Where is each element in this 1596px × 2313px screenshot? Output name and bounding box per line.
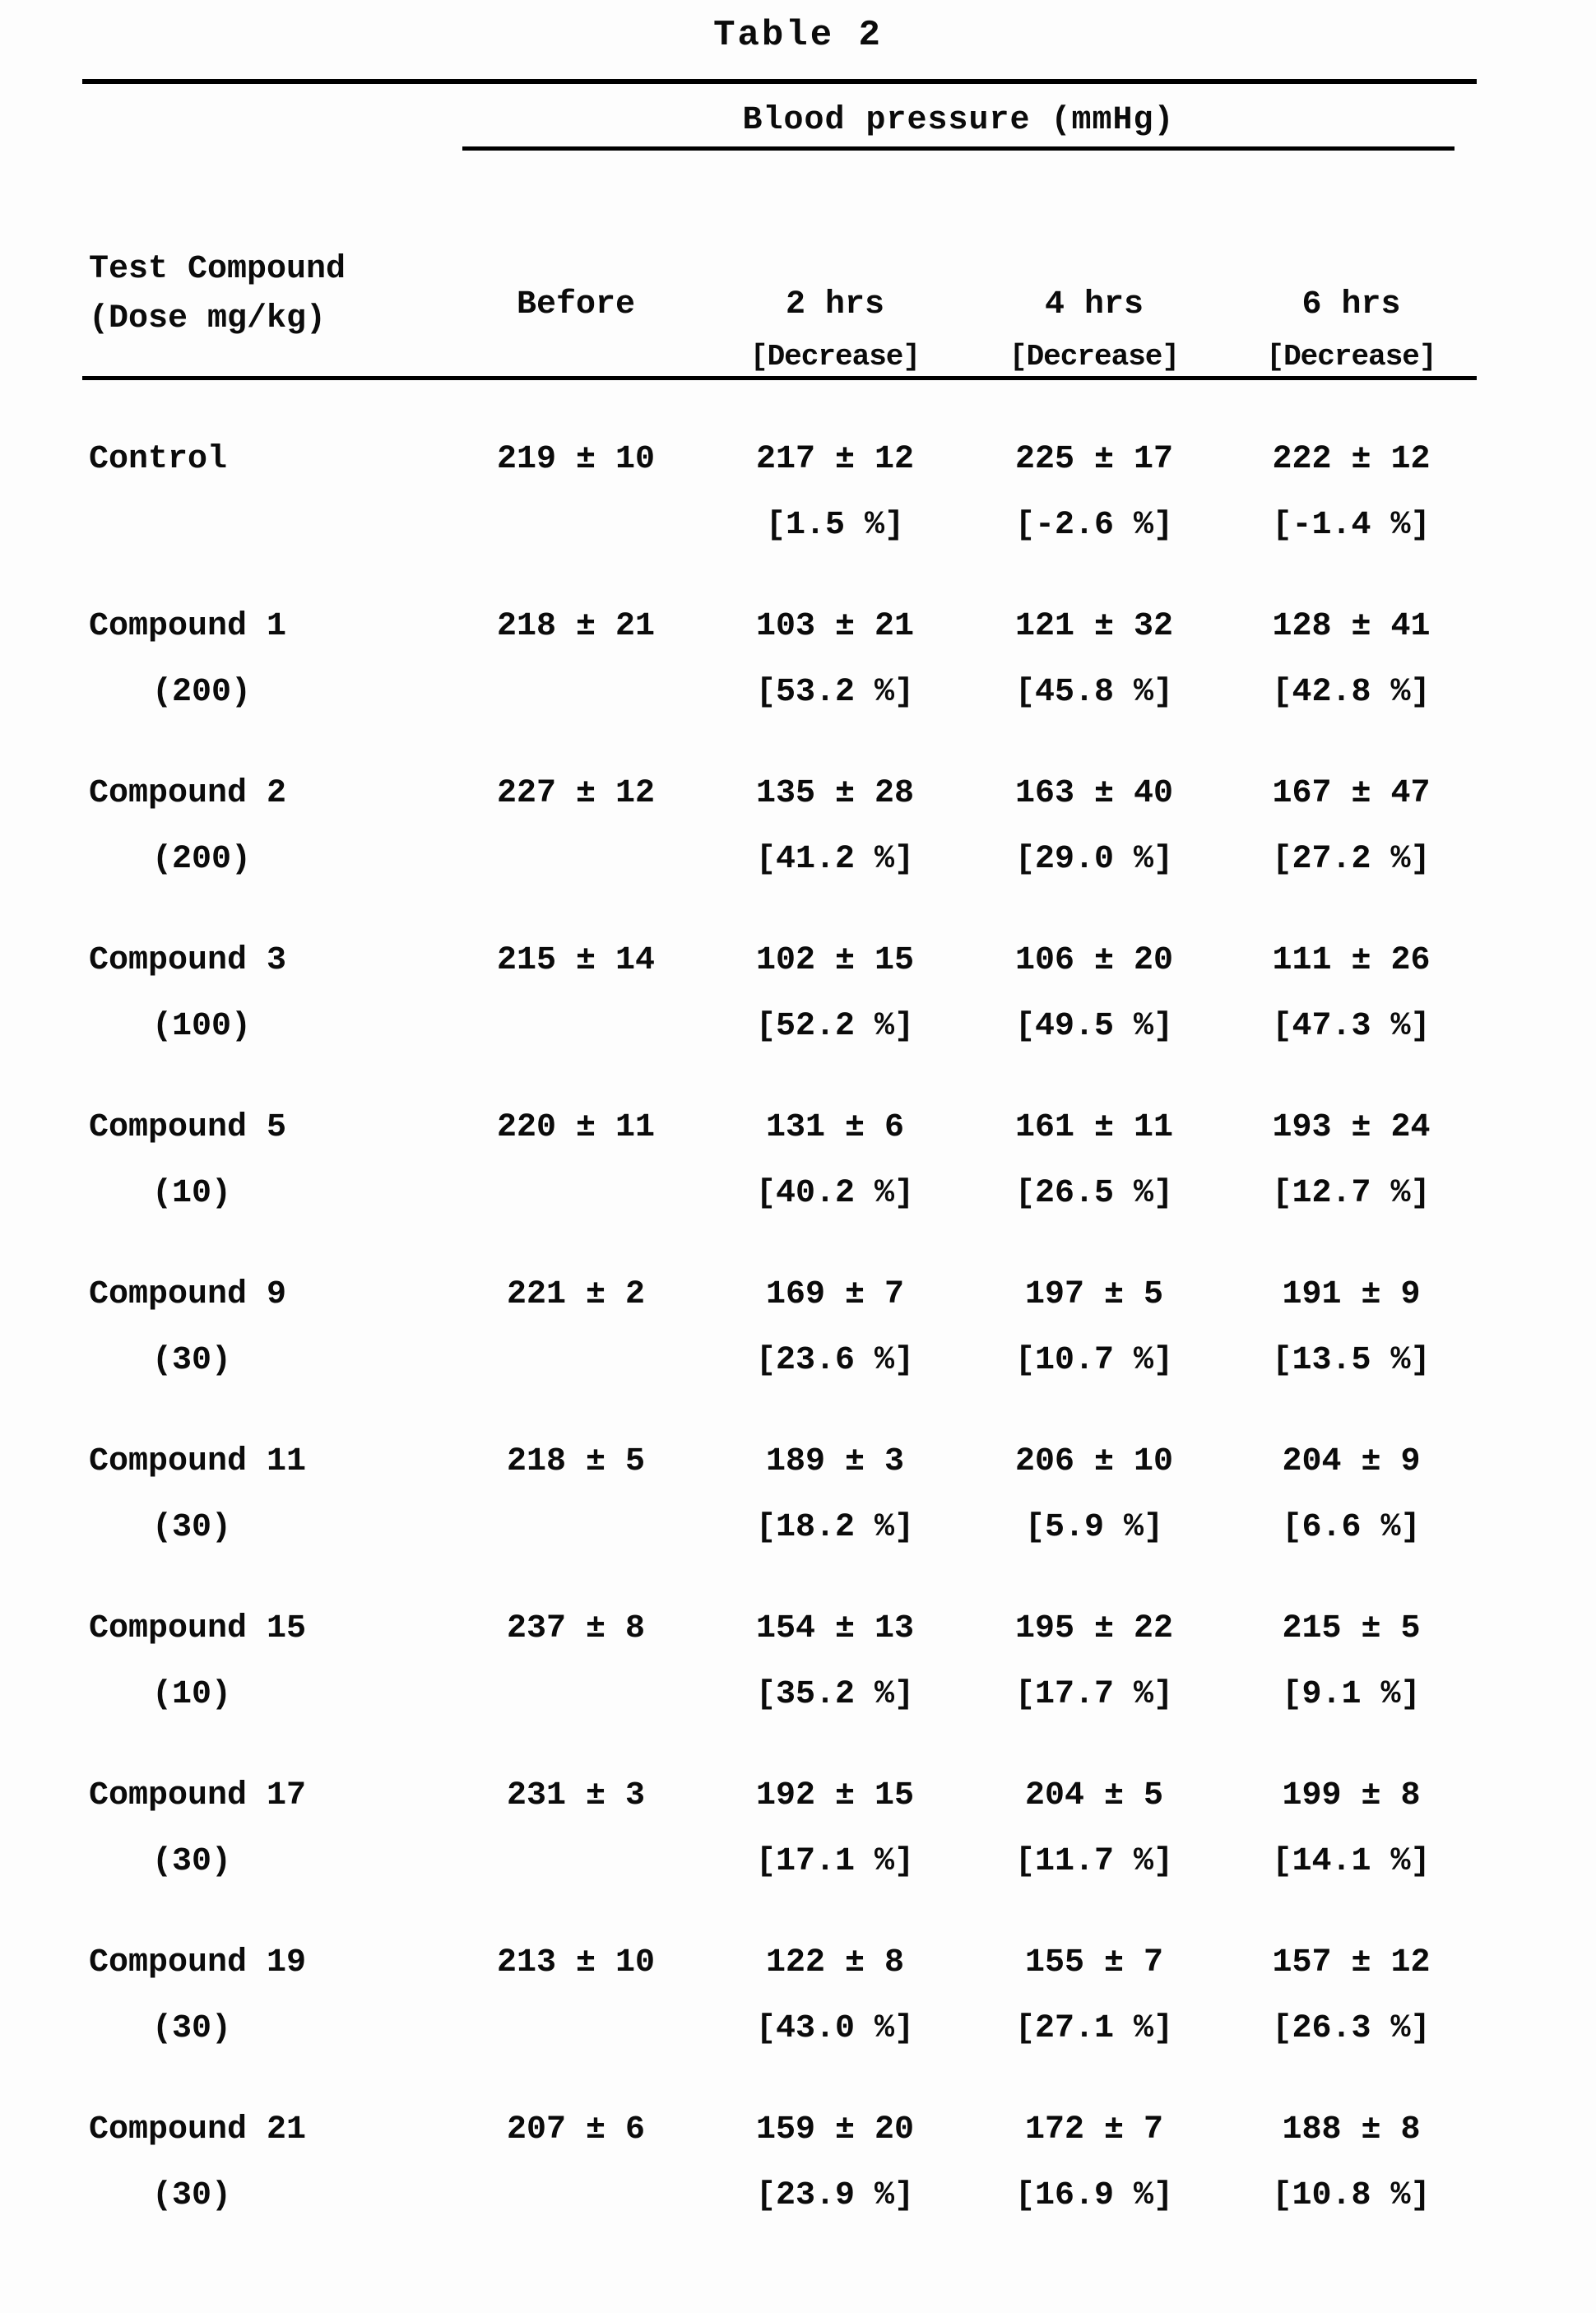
before-value: 221 ± 2	[506, 1276, 646, 1313]
4hrs-decrease: [29.0 %]	[1014, 841, 1174, 878]
2hrs-value: 217 ± 12	[755, 441, 915, 478]
6hrs-decrease: [47.3 %]	[1272, 1008, 1431, 1045]
4hrs-cell	[963, 1944, 1226, 2111]
table-row	[82, 1944, 1477, 2111]
2hrs-cell	[708, 1442, 963, 1609]
table-body	[82, 440, 1477, 2278]
4hrs-decrease: [16.9 %]	[1014, 2177, 1174, 2214]
4hrs-value: 121 ± 32	[1014, 608, 1174, 645]
compound-name: Compound 21	[89, 2111, 307, 2148]
column-header-before	[444, 286, 708, 323]
2hrs-decrease: [1.5 %]	[765, 507, 905, 544]
2hrs-value: 122 ± 8	[765, 1944, 905, 1981]
6hrs-cell	[1226, 1275, 1477, 1442]
6hrs-decrease: [42.8 %]	[1272, 674, 1431, 711]
before-value: 231 ± 3	[506, 1777, 646, 1814]
2hrs-value: 192 ± 15	[755, 1777, 915, 1814]
table-row	[82, 440, 1477, 607]
2hrs-value: 131 ± 6	[765, 1109, 905, 1146]
before-value: 237 ± 8	[506, 1610, 646, 1647]
4hrs-decrease-label: [Decrease]	[1009, 340, 1180, 374]
table-row	[82, 1275, 1477, 1442]
2hrs-value: 169 ± 7	[765, 1276, 905, 1313]
4hrs-value: 172 ± 7	[1024, 2111, 1164, 2148]
compound-cell	[82, 1944, 444, 2111]
2hrs-value: 103 ± 21	[755, 608, 915, 645]
4hrs-decrease: [5.9 %]	[1024, 1509, 1164, 1546]
6hrs-decrease: [13.5 %]	[1272, 1342, 1431, 1379]
table-header	[82, 84, 1477, 380]
compound-name: Compound 17	[89, 1777, 307, 1814]
compound-cell	[82, 440, 444, 607]
2hrs-decrease: [35.2 %]	[755, 1676, 915, 1713]
compound-cell	[82, 607, 444, 774]
compound-name: Control	[89, 441, 228, 478]
2hrs-cell	[708, 1609, 963, 1777]
6hrs-decrease: [6.6 %]	[1282, 1509, 1421, 1546]
compound-cell	[82, 1609, 444, 1777]
2hrs-value: 135 ± 28	[755, 775, 915, 812]
before-value: 218 ± 5	[506, 1443, 646, 1480]
6hrs-decrease: [14.1 %]	[1272, 1843, 1431, 1880]
2hrs-cell	[708, 941, 963, 1108]
before-cell	[444, 1108, 708, 1275]
6hrs-decrease: [9.1 %]	[1282, 1676, 1421, 1713]
6hrs-cell	[1226, 941, 1477, 1108]
before-cell	[444, 607, 708, 774]
6hrs-decrease: [-1.4 %]	[1272, 507, 1431, 544]
compound-cell	[82, 1442, 444, 1609]
before-value: 213 ± 10	[496, 1944, 656, 1981]
before-value: 227 ± 12	[496, 775, 656, 812]
4hrs-value: 204 ± 5	[1024, 1777, 1164, 1814]
2hrs-value: 159 ± 20	[755, 2111, 915, 2148]
compound-dose: (200)	[152, 674, 252, 711]
6hrs-cell	[1226, 1944, 1477, 2111]
2hrs-decrease: [23.9 %]	[755, 2177, 915, 2214]
compound-cell	[82, 1275, 444, 1442]
column-header-6hrs	[1226, 286, 1477, 374]
2hrs-decrease: [53.2 %]	[755, 674, 915, 711]
4hrs-decrease: [27.1 %]	[1014, 2010, 1174, 2047]
compound-dose: (30)	[152, 1509, 232, 1546]
6hrs-decrease: [10.8 %]	[1272, 2177, 1431, 2214]
before-cell	[444, 1609, 708, 1777]
6hrs-value: 193 ± 24	[1272, 1109, 1431, 1146]
compound-dose: (200)	[152, 841, 252, 878]
compound-cell	[82, 1777, 444, 1944]
compound-dose: (30)	[152, 2177, 232, 2214]
compound-name: Compound 19	[89, 1944, 307, 1981]
before-cell	[444, 440, 708, 607]
4hrs-value: 197 ± 5	[1024, 1276, 1164, 1313]
6hrs-decrease-label: [Decrease]	[1266, 340, 1436, 374]
6hrs-cell	[1226, 1609, 1477, 1777]
compound-name: Compound 15	[89, 1610, 307, 1647]
4hrs-value: 163 ± 40	[1014, 775, 1174, 812]
4hrs-cell	[963, 2111, 1226, 2278]
6hrs-cell	[1226, 440, 1477, 607]
table-row	[82, 1442, 1477, 1609]
compound-dose: (100)	[152, 1008, 252, 1045]
2hrs-cell	[708, 1944, 963, 2111]
table-row	[82, 1777, 1477, 1944]
2hrs-decrease: [17.1 %]	[755, 1843, 915, 1880]
4hrs-value: 195 ± 22	[1014, 1610, 1174, 1647]
before-value: 215 ± 14	[496, 942, 656, 979]
4hrs-decrease: [17.7 %]	[1014, 1676, 1174, 1713]
2hrs-cell	[708, 1275, 963, 1442]
compound-cell	[82, 1108, 444, 1275]
2hrs-cell	[708, 440, 963, 607]
6hrs-value: 157 ± 12	[1272, 1944, 1431, 1981]
4hrs-cell	[963, 774, 1226, 941]
4hrs-cell	[963, 440, 1226, 607]
compound-name: Compound 9	[89, 1276, 287, 1313]
2hrs-decrease: [18.2 %]	[755, 1509, 915, 1546]
6hrs-value: 222 ± 12	[1272, 441, 1431, 478]
table-title: Table 2	[713, 15, 883, 56]
6hrs-value: 204 ± 9	[1282, 1443, 1421, 1480]
6hrs-value: 188 ± 8	[1282, 2111, 1421, 2148]
6hrs-cell	[1226, 1442, 1477, 1609]
6hrs-value: 128 ± 41	[1272, 608, 1431, 645]
4hrs-cell	[963, 1609, 1226, 1777]
4hrs-value: 106 ± 20	[1014, 942, 1174, 979]
compound-name: Compound 3	[89, 942, 287, 979]
4hrs-decrease: [26.5 %]	[1014, 1175, 1174, 1212]
table-row	[82, 1108, 1477, 1275]
2hrs-value: 102 ± 15	[755, 942, 915, 979]
6hrs-cell	[1226, 607, 1477, 774]
4hrs-decrease: [11.7 %]	[1014, 1843, 1174, 1880]
4hrs-label: 4 hrs	[1044, 286, 1144, 323]
compound-name: Compound 11	[89, 1443, 307, 1480]
6hrs-label: 6 hrs	[1301, 286, 1401, 323]
2hrs-value: 154 ± 13	[755, 1610, 915, 1647]
4hrs-cell	[963, 1275, 1226, 1442]
6hrs-cell	[1226, 1108, 1477, 1275]
6hrs-cell	[1226, 1777, 1477, 1944]
table-row	[82, 607, 1477, 774]
compound-name: Compound 2	[89, 775, 287, 812]
6hrs-value: 167 ± 47	[1272, 775, 1431, 812]
compound-dose: (30)	[152, 1342, 232, 1379]
compound-cell	[82, 774, 444, 941]
4hrs-value: 206 ± 10	[1014, 1443, 1174, 1480]
4hrs-decrease: [10.7 %]	[1014, 1342, 1174, 1379]
before-value: 219 ± 10	[496, 441, 656, 478]
2hrs-cell	[708, 1108, 963, 1275]
data-table	[82, 79, 1477, 2278]
4hrs-value: 155 ± 7	[1024, 1944, 1164, 1981]
6hrs-decrease: [27.2 %]	[1272, 841, 1431, 878]
2hrs-cell	[708, 774, 963, 941]
4hrs-decrease: [-2.6 %]	[1014, 507, 1174, 544]
2hrs-decrease: [41.2 %]	[755, 841, 915, 878]
2hrs-decrease: [23.6 %]	[755, 1342, 915, 1379]
2hrs-decrease: [52.2 %]	[755, 1008, 915, 1045]
header-bottom-rule-divider	[82, 376, 1477, 380]
column-header-4hrs	[963, 286, 1226, 374]
test-compound-label: Test Compound	[89, 251, 346, 288]
4hrs-value: 161 ± 11	[1014, 1109, 1174, 1146]
before-cell	[444, 1275, 708, 1442]
2hrs-decrease: [43.0 %]	[755, 2010, 915, 2047]
table-row	[82, 941, 1477, 1108]
compound-name: Compound 5	[89, 1109, 287, 1146]
table-row	[82, 774, 1477, 941]
4hrs-cell	[963, 607, 1226, 774]
4hrs-cell	[963, 1442, 1226, 1609]
4hrs-cell	[963, 941, 1226, 1108]
group-header-rule-divider	[462, 146, 1454, 151]
before-cell	[444, 1777, 708, 1944]
compound-name: Compound 1	[89, 608, 287, 645]
group-header-blood-pressure: Blood pressure (mmHg)	[742, 102, 1175, 139]
before-value: 220 ± 11	[496, 1109, 656, 1146]
4hrs-decrease: [45.8 %]	[1014, 674, 1174, 711]
2hrs-label: 2 hrs	[785, 286, 885, 323]
before-cell	[444, 2111, 708, 2278]
before-value: 218 ± 21	[496, 608, 656, 645]
compound-dose: (30)	[152, 2010, 232, 2047]
table-row	[82, 2111, 1477, 2278]
6hrs-value: 191 ± 9	[1282, 1276, 1421, 1313]
before-value: 207 ± 6	[506, 2111, 646, 2148]
4hrs-decrease: [49.5 %]	[1014, 1008, 1174, 1045]
6hrs-cell	[1226, 774, 1477, 941]
table-row	[82, 1609, 1477, 1777]
compound-cell	[82, 2111, 444, 2278]
column-header-test-compound	[89, 245, 346, 344]
6hrs-decrease: [12.7 %]	[1272, 1175, 1431, 1212]
2hrs-value: 189 ± 3	[765, 1443, 905, 1480]
before-cell	[444, 1944, 708, 2111]
before-cell	[444, 774, 708, 941]
compound-dose	[82, 506, 444, 546]
compound-dose: (10)	[152, 1175, 232, 1212]
4hrs-cell	[963, 1108, 1226, 1275]
before-cell	[444, 941, 708, 1108]
4hrs-cell	[963, 1777, 1226, 1944]
2hrs-cell	[708, 2111, 963, 2278]
6hrs-value: 199 ± 8	[1282, 1777, 1421, 1814]
6hrs-cell	[1226, 2111, 1477, 2278]
compound-dose: (30)	[152, 1843, 232, 1880]
6hrs-decrease: [26.3 %]	[1272, 2010, 1431, 2047]
2hrs-decrease-label: [Decrease]	[749, 340, 921, 374]
column-header-2hrs	[708, 286, 963, 374]
4hrs-value: 225 ± 17	[1014, 441, 1174, 478]
6hrs-value: 215 ± 5	[1282, 1610, 1421, 1647]
6hrs-value: 111 ± 26	[1272, 942, 1431, 979]
2hrs-cell	[708, 1777, 963, 1944]
before-cell	[444, 1442, 708, 1609]
dose-unit-label: (Dose mg/kg)	[89, 300, 327, 337]
compound-cell	[82, 941, 444, 1108]
compound-dose: (10)	[152, 1676, 232, 1713]
before-label: Before	[516, 286, 636, 323]
2hrs-cell	[708, 607, 963, 774]
2hrs-decrease: [40.2 %]	[755, 1175, 915, 1212]
